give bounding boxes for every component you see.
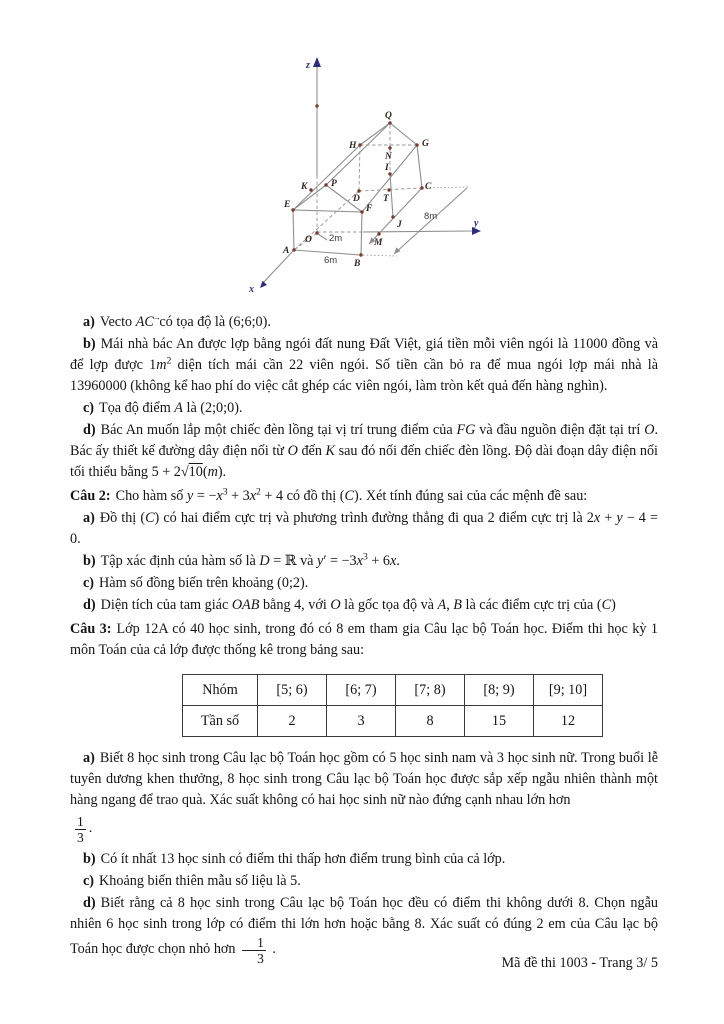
q1-item-a-label: a): [83, 314, 95, 330]
y-axis-label: y: [474, 218, 479, 229]
q3-item-d-label: d): [83, 895, 96, 912]
point-label-I: I: [385, 163, 389, 173]
point-label-P: P: [331, 179, 337, 189]
fraction-period: .: [88, 820, 93, 836]
point-label-D: D: [353, 194, 360, 204]
point-markers: [291, 104, 423, 256]
q2-intro-text: Cho hàm số $y = -x^3 + 3x^2 + 4$ có đồ thị (C). Xét tính đúng sai của các mệnh đề sau:: [115, 486, 588, 504]
q2-item-b-label: b): [83, 553, 96, 569]
table-row-groups: [183, 675, 603, 706]
q3-item-a-text: Biết 8 học sinh trong Câu lạc bộ Toán học gồm có 5 học sinh nam và 3 học sinh nữ. Trong buổi lễ tuyên dương khen thưởng, 8 học sinh trong Câu lạc bộ Toán học được sắp xếp ngẫu nhiên thành một hàng ngang để trao quà. Xác suất không có hai học sinh nữ nào đứng cạnh nhau lớn hơn: [70, 750, 658, 808]
point-label-F: F: [366, 204, 373, 214]
q3-item-b-text: Có ít nhất 13 học sinh có điểm thi thấp hơn điểm trung bình của cả lớp.: [100, 851, 506, 868]
point-label-Q: Q: [385, 111, 392, 121]
q1-item-d-text: Bác An muốn lắp một chiếc đèn lồng tại vị trí trung điểm của FG và đầu nguồn điện đặt tại trí O. Bác ấy thiết kế đường dây điện nối từ O đến K sau đó nối đến chiếc đèn lồng. Độ dài đoạn dây điện nối tối thiểu bằng 5 + 2√10(m).: [70, 422, 658, 480]
table-cell-freq-4: 12: [534, 706, 603, 737]
q3-item-a-label: a): [83, 750, 95, 766]
q3-item-c: [70, 871, 658, 892]
point-label-N: N: [385, 152, 392, 162]
dim-label-8m: 8m: [424, 211, 438, 222]
q2-item-a: [70, 508, 658, 550]
q1-item-d: [70, 420, 658, 483]
q3-item-b-label: b): [83, 851, 96, 868]
q2-item-a-label: a): [83, 510, 95, 526]
table-cell-freq-1: 3: [327, 706, 396, 737]
q2-item-d-text: Diện tích của tam giác OAB bằng 4, với O là gốc tọa độ và A, B là các điểm cực trị của (C): [100, 597, 616, 613]
point-label-B: B: [354, 259, 361, 269]
q3-item-a: [70, 748, 658, 811]
q2-item-a-text: Đồ thị (C) có hai điểm cực trị và phương trình đường thẳng đi qua 2 điểm cực trị là 2x + y − 4 = 0.: [70, 510, 658, 547]
frequency-table: [182, 674, 603, 737]
q2-item-d: [70, 595, 658, 616]
table-row-freqs: [183, 706, 603, 737]
q1-item-c-text: Tọa độ điểm A là (2;0;0).: [99, 400, 243, 416]
q1-item-b-text: Mái nhà bác An được lợp bằng ngói đất nung Đất Việt, giá tiền mỗi viên ngói là 11000 đồng và để lợp được $1m^2$ diện tích mái cần 22 viên ngói. Số tiền cần bỏ ra để mua ngói lợp mái nhà là 13960000 (không kể hao phí do việc cắt ghép các viên ngói, làm tròn kết quả đến hàng nghìn).: [70, 336, 659, 394]
q2-item-c-text: Hàm số đồng biến trên khoảng (0;2).: [99, 575, 309, 591]
q2-item-b-text: Tập xác định của hàm số là D = ℝ và $y' = -3x^3 + 6x$.: [100, 551, 400, 569]
fraction-one-third: [75, 814, 86, 845]
fraction-denominator: 3: [257, 951, 264, 967]
table-cell-group-3: [8; 9): [465, 675, 534, 706]
point-label-M: M: [374, 238, 383, 248]
q3-item-c-label: c): [83, 873, 95, 890]
table-cell-group-2: [7; 8): [396, 675, 465, 706]
q3-heading-label: Câu 3:: [70, 621, 112, 637]
q1-item-c: [70, 398, 658, 419]
figure-wrapper: [225, 50, 505, 302]
q2-item-c-label: c): [83, 575, 95, 591]
fraction-numerator: 1: [242, 935, 266, 951]
point-label-G: G: [422, 139, 429, 149]
q3-item-b: [70, 849, 658, 870]
table-cell-group-0: [5; 6): [258, 675, 327, 706]
table-cell-freq-2: 8: [396, 706, 465, 737]
q2-item-c: [70, 573, 658, 594]
fraction-period: .: [272, 941, 276, 958]
table-header-tanso: Tần số: [183, 706, 258, 737]
fraction-numerator: 1: [77, 813, 84, 829]
q2-heading-label: Câu 2:: [70, 488, 111, 504]
point-label-K: K: [301, 182, 308, 192]
q2-item-b: [70, 551, 658, 572]
z-axis-arrow: [313, 57, 321, 67]
dim-label-2m: 2m: [329, 233, 343, 244]
dim-label-6m: 6m: [324, 255, 338, 266]
point-label-E: E: [284, 200, 291, 210]
x-axis-label: x: [249, 284, 254, 295]
table-cell-group-1: [6; 7): [327, 675, 396, 706]
house-3d-figure: [225, 50, 505, 302]
figure-solid-edges: [261, 61, 473, 285]
q1-item-b-label: b): [83, 336, 96, 352]
point-label-A: A: [283, 246, 290, 256]
q3-item-c-text: Khoảng biến thiên mẫu số liệu là 5.: [99, 873, 301, 890]
table-cell-freq-3: 15: [465, 706, 534, 737]
q3-item-d-text: Biết rằng cả 8 học sinh trong Câu lạc bộ Toán học đều có điểm thi không dưới 8. Chọn ngẫu nhiên 6 học sinh trong lớp có điểm thi lớn hơn hoặc bằng 8. Xác suất có đúng 2 em của Câu lạc bộ Toán học được chọn nhỏ hơn: [70, 895, 658, 958]
z-axis-label: z: [306, 60, 310, 71]
table-cell-freq-0: 2: [258, 706, 327, 737]
q2-item-d-label: d): [83, 597, 96, 613]
table-cell-group-4: [9; 10]: [534, 675, 603, 706]
point-label-O: O: [305, 235, 312, 245]
fraction-denominator: 3: [77, 830, 84, 845]
table-header-nhom: Nhóm: [183, 675, 258, 706]
q1-item-b: [70, 334, 658, 397]
point-label-J: J: [397, 220, 402, 230]
fraction-one-third-inline: [242, 935, 266, 966]
q3-intro-text: Lớp 12A có 40 học sinh, trong đó có 8 em tham gia Câu lạc bộ Toán học. Điểm thi học kỳ 1 môn Toán của cả lớp được thống kê trong bảng sau:: [70, 621, 658, 658]
point-label-H: H: [349, 141, 357, 151]
page-footer: Mã đề thi 1003 - Trang 3/ 5: [501, 955, 658, 971]
point-label-C: C: [425, 182, 432, 192]
q1-item-a-text: Vecto AC → có tọa độ là (6;6;0).: [100, 314, 271, 330]
q1-item-d-label: d): [83, 422, 96, 438]
point-label-T: T: [383, 194, 389, 204]
q1-item-c-label: c): [83, 400, 95, 416]
q1-item-a: [70, 312, 658, 333]
q2-heading: [70, 486, 658, 507]
q3-heading: [70, 619, 658, 661]
q3-item-a-fraction-line: [72, 813, 658, 845]
